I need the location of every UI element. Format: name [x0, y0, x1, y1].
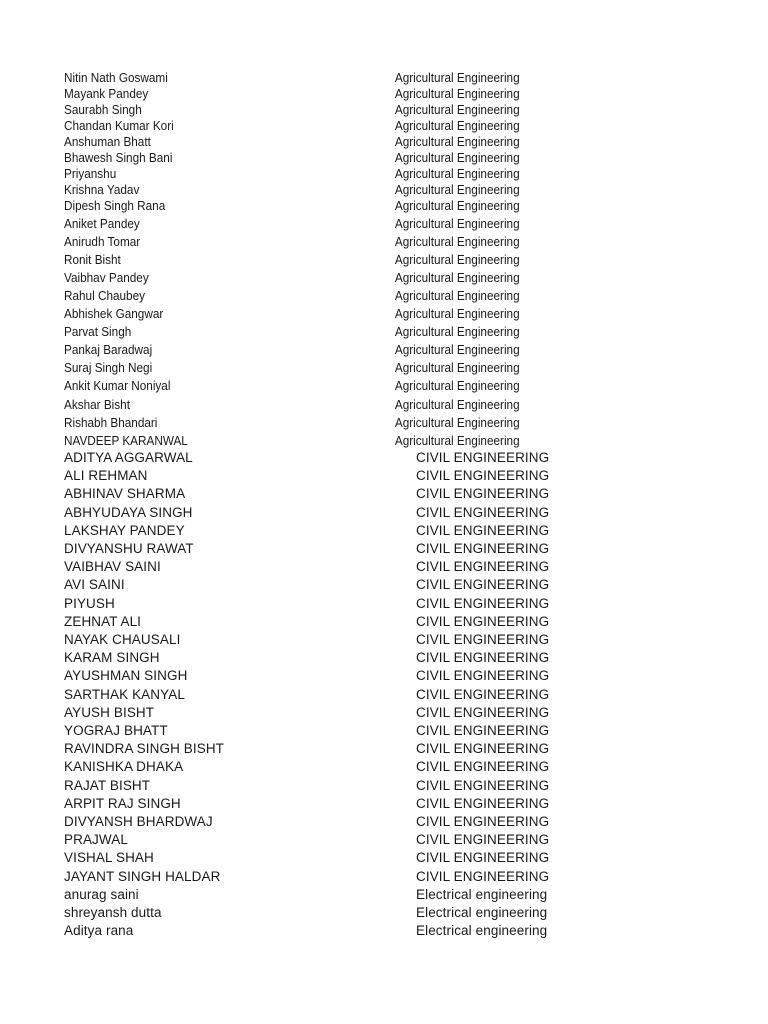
student-name: Aniket Pandey [64, 216, 140, 231]
branch-name: Agricultural Engineering [394, 216, 520, 231]
list-item [64, 251, 647, 269]
list-item [64, 613, 684, 631]
list-item [64, 323, 647, 341]
branch-name: CIVIL ENGINEERING [416, 613, 550, 629]
branch-name: Electrical engineering [416, 905, 548, 920]
list-item [64, 432, 647, 450]
list-item [64, 305, 647, 323]
list-item [64, 868, 684, 886]
list-item [64, 722, 684, 740]
list-item [64, 795, 684, 813]
list-item [64, 576, 684, 594]
student-name: ZEHNAT ALI [64, 613, 142, 629]
branch-name: CIVIL ENGINEERING [416, 504, 550, 520]
branch-name: CIVIL ENGINEERING [416, 541, 550, 556]
branch-name: CIVIL ENGINEERING [416, 686, 550, 702]
list-item [64, 667, 684, 685]
student-name: KANISHKA DHAKA [64, 759, 184, 775]
branch-name: CIVIL ENGINEERING [416, 704, 550, 720]
branch-name: Agricultural Engineering [394, 198, 520, 213]
branch-name: CIVIL ENGINEERING [416, 632, 550, 647]
branch-name: Electrical engineering [416, 923, 548, 939]
list-item [64, 558, 684, 576]
branch-name: CIVIL ENGINEERING [416, 559, 550, 575]
student-name: Aditya rana [64, 923, 134, 939]
student-name: anurag saini [64, 886, 139, 902]
list-item [64, 449, 684, 467]
student-name: Rahul Chaubey [64, 288, 146, 303]
branch-name: Agricultural Engineering [394, 166, 520, 181]
branch-name: Agricultural Engineering [394, 150, 520, 165]
list-item [64, 197, 647, 215]
list-item [64, 831, 684, 849]
branch-name: Agricultural Engineering [394, 86, 520, 101]
branch-name: CIVIL ENGINEERING [416, 832, 550, 848]
branch-name: Electrical engineering [416, 886, 548, 902]
student-name: AYUSHMAN SINGH [64, 668, 188, 684]
student-name: Vaibhav Pandey [64, 270, 149, 285]
branch-name: CIVIL ENGINEERING [416, 741, 550, 757]
student-name: KARAM SINGH [64, 650, 160, 666]
list-item [64, 686, 684, 704]
branch-name: Agricultural Engineering [394, 325, 520, 340]
student-name: RAVINDRA SINGH BISHT [64, 741, 225, 757]
branch-name: CIVIL ENGINEERING [416, 595, 550, 611]
branch-name: Agricultural Engineering [394, 102, 520, 117]
branch-name: Agricultural Engineering [394, 397, 520, 412]
branch-name: CIVIL ENGINEERING [416, 668, 550, 684]
list-item [64, 886, 684, 904]
student-name: shreyansh dutta [64, 905, 162, 920]
student-name: AVI SAINI [64, 577, 125, 593]
student-name: ALI REHMAN [64, 468, 148, 484]
student-name: ABHYUDAYA SINGH [64, 504, 193, 520]
list-item [64, 414, 647, 432]
branch-name: Agricultural Engineering [394, 252, 520, 267]
branch-name: Agricultural Engineering [394, 270, 520, 285]
branch-name: CIVIL ENGINEERING [416, 650, 550, 666]
list-item [64, 649, 684, 667]
student-name: Nitin Nath Goswami [64, 70, 168, 85]
list-item [64, 396, 647, 414]
branch-name: Agricultural Engineering [394, 361, 520, 376]
branch-name: CIVIL ENGINEERING [416, 759, 550, 775]
list-item [64, 704, 684, 722]
list-item [64, 215, 647, 233]
list-item [64, 777, 684, 795]
list-item [64, 233, 647, 251]
student-name: NAVDEEP KARANWAL [64, 433, 188, 448]
student-name: PRAJWAL [64, 832, 128, 848]
student-name: Abhishek Gangwar [64, 307, 164, 321]
student-name: RAJAT BISHT [64, 777, 151, 793]
student-name: VAIBHAV SAINI [64, 559, 161, 575]
branch-name: Agricultural Engineering [394, 288, 520, 303]
branch-name: CIVIL ENGINEERING [416, 577, 550, 593]
list-item [64, 467, 684, 485]
student-name: Krishna Yadav [64, 182, 140, 197]
student-name: Akshar Bisht [64, 397, 130, 412]
list-item [64, 485, 684, 503]
list-item [64, 377, 647, 395]
branch-name: Agricultural Engineering [394, 70, 520, 85]
student-name: YOGRAJ BHATT [64, 723, 168, 738]
branch-name: Agricultural Engineering [394, 379, 520, 394]
list-item [64, 631, 684, 649]
student-name: Anirudh Tomar [64, 234, 141, 249]
student-name: NAYAK CHAUSALI [64, 632, 181, 647]
branch-name: Agricultural Engineering [394, 118, 520, 133]
list-item [64, 904, 684, 922]
branch-name: CIVIL ENGINEERING [416, 450, 550, 465]
student-name: Bhawesh Singh Bani [64, 150, 173, 165]
student-name: Saurabh Singh [64, 102, 142, 117]
student-name: JAYANT SINGH HALDAR [64, 868, 221, 884]
list-item [64, 758, 684, 776]
student-name: Chandan Kumar Kori [64, 118, 174, 133]
student-name: Parvat Singh [64, 325, 132, 340]
branch-name: Agricultural Engineering [394, 182, 520, 197]
student-name: DIVYANSH BHARDWAJ [64, 814, 213, 829]
branch-name: CIVIL ENGINEERING [416, 814, 550, 829]
branch-name: CIVIL ENGINEERING [416, 468, 550, 484]
branch-name: Agricultural Engineering [394, 234, 520, 249]
student-name: Rishabh Bhandari [64, 415, 158, 430]
branch-name: Agricultural Engineering [394, 134, 520, 149]
student-name: LAKSHAY PANDEY [64, 522, 185, 538]
branch-name: CIVIL ENGINEERING [416, 723, 550, 738]
student-name: Mayank Pandey [64, 86, 149, 101]
list-item [64, 522, 684, 540]
branch-name: Agricultural Engineering [394, 433, 520, 448]
student-name: Pankaj Baradwaj [64, 343, 153, 358]
list-item [64, 287, 647, 305]
student-name: AYUSH BISHT [64, 704, 155, 720]
student-name: SARTHAK KANYAL [64, 686, 185, 702]
student-name: Anshuman Bhatt [64, 134, 151, 149]
branch-name: Agricultural Engineering [394, 307, 520, 321]
student-name: Priyanshu [64, 166, 117, 181]
student-name: ADITYA AGGARWAL [64, 450, 193, 465]
branch-name: CIVIL ENGINEERING [416, 777, 550, 793]
branch-name: CIVIL ENGINEERING [416, 486, 550, 502]
list-item [64, 595, 684, 613]
branch-name: Agricultural Engineering [394, 343, 520, 358]
student-name: VISHAL SHAH [64, 850, 154, 866]
student-name: Dipesh Singh Rana [64, 198, 166, 213]
list-item [64, 922, 684, 940]
student-name: Ankit Kumar Noniyal [64, 379, 171, 394]
student-name: Suraj Singh Negi [64, 361, 153, 376]
branch-name: CIVIL ENGINEERING [416, 795, 550, 811]
list-item [64, 269, 647, 287]
list-item [64, 341, 647, 359]
branch-name: CIVIL ENGINEERING [416, 522, 550, 538]
list-item [64, 849, 684, 867]
list-item [64, 540, 684, 558]
student-name: Ronit Bisht [64, 252, 121, 267]
list-item [64, 504, 684, 522]
list-item [64, 813, 684, 831]
student-name: PIYUSH [64, 595, 115, 611]
student-name: DIVYANSHU RAWAT [64, 541, 194, 556]
list-item [64, 740, 684, 758]
student-name: ARPIT RAJ SINGH [64, 795, 181, 811]
list-item [64, 359, 647, 377]
branch-name: CIVIL ENGINEERING [416, 850, 550, 866]
branch-name: CIVIL ENGINEERING [416, 868, 550, 884]
student-name: ABHINAV SHARMA [64, 486, 186, 502]
branch-name: Agricultural Engineering [394, 415, 520, 430]
